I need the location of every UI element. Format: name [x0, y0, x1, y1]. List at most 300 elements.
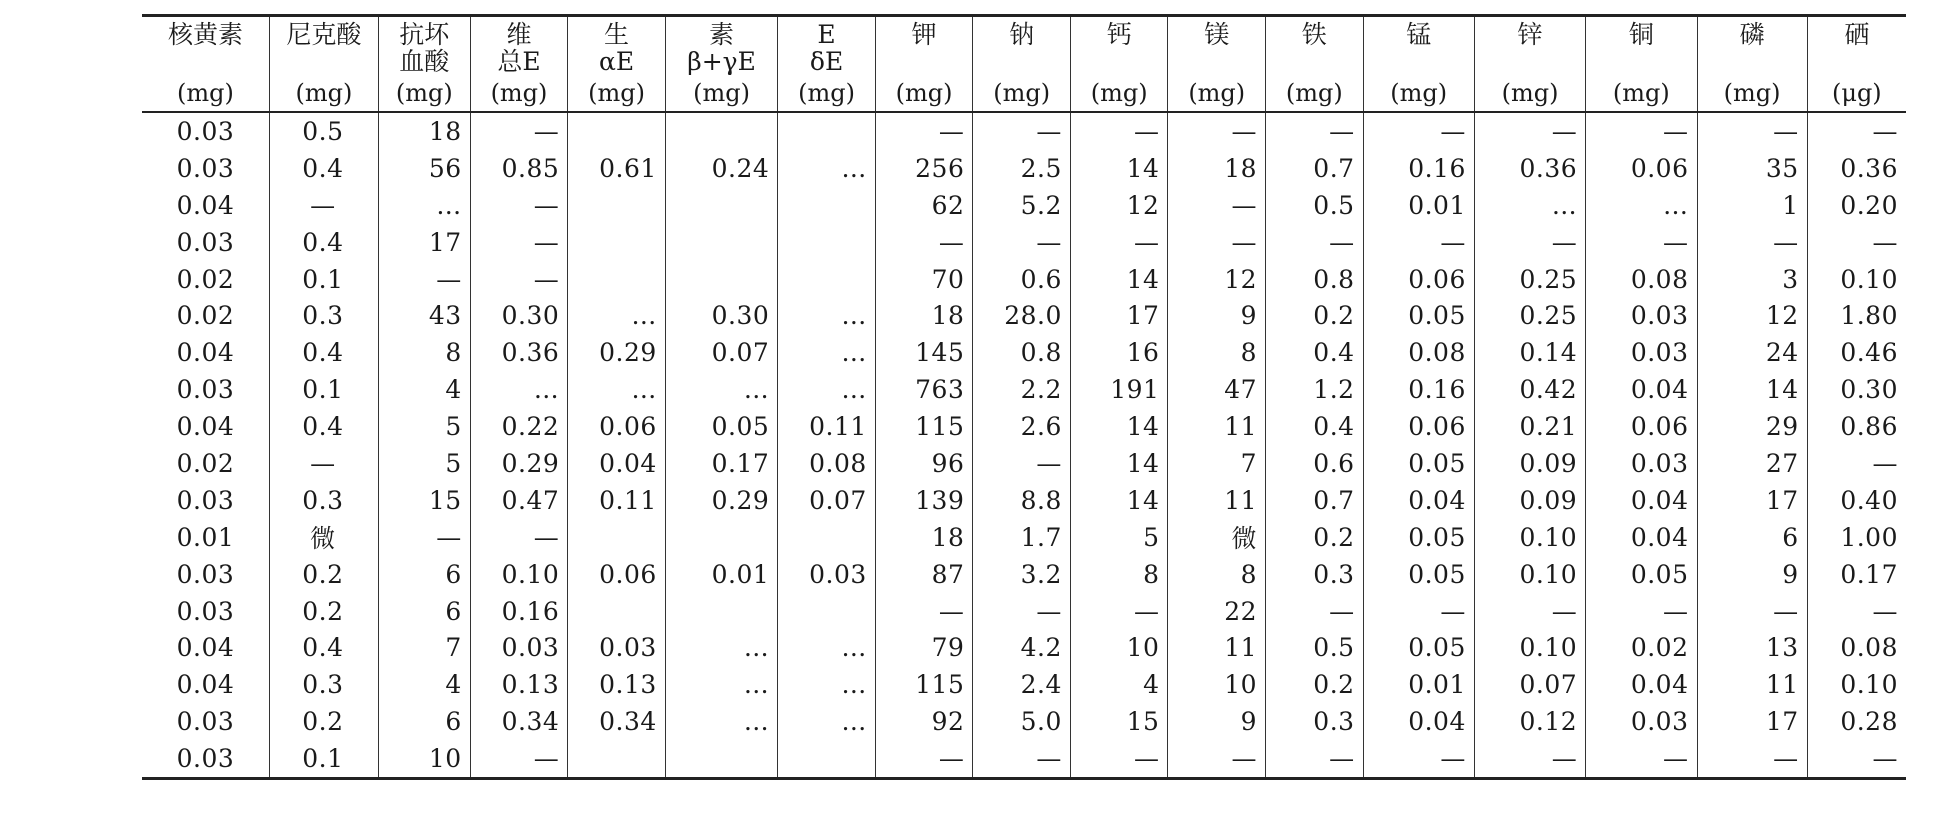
- table-cell: 0.02: [176, 264, 235, 294]
- table-cell: 0.05: [1363, 519, 1474, 556]
- table-cell: 47: [1168, 371, 1266, 408]
- table-cell: 6: [1697, 519, 1807, 556]
- table-cell: 0.29: [568, 334, 666, 371]
- table-cell: 0.03: [1586, 703, 1697, 740]
- header-unit-row: [142, 75, 1906, 112]
- table-cell: 0.03: [176, 559, 235, 589]
- table-cell: 13: [1697, 629, 1807, 666]
- table-cell: 12: [1168, 261, 1266, 298]
- table-cell: 0.28: [1807, 703, 1906, 740]
- table-cell: 0.05: [1363, 445, 1474, 482]
- table-cell: —: [269, 187, 378, 224]
- table-cell: 1.7: [973, 519, 1071, 556]
- table-cell: [665, 593, 777, 630]
- table-cell: —: [1266, 740, 1364, 778]
- table-row: [142, 593, 1906, 630]
- table-cell: 17: [1070, 297, 1168, 334]
- table-cell: 139: [875, 482, 973, 519]
- table-cell: …: [470, 371, 568, 408]
- table-cell: 18: [378, 112, 470, 150]
- table-cell: 0.4: [269, 629, 378, 666]
- table-cell: —: [973, 112, 1071, 150]
- table-cell: [665, 112, 777, 150]
- table-cell: —: [1474, 112, 1585, 150]
- column-header: 铜: [1586, 16, 1697, 76]
- table-cell: 0.05: [1363, 297, 1474, 334]
- table-cell: 0.03: [176, 707, 235, 737]
- nutrient-table-container: [142, 14, 1906, 780]
- table-cell: 0.5: [1266, 187, 1364, 224]
- table-cell: …: [665, 703, 777, 740]
- table-cell: [665, 740, 777, 778]
- table-cell: 0.08: [1807, 629, 1906, 666]
- table-cell: 18: [875, 519, 973, 556]
- table-cell: 1.80: [1807, 297, 1906, 334]
- table-cell: [778, 593, 876, 630]
- table-cell: 16: [1070, 334, 1168, 371]
- table-cell: [665, 519, 777, 556]
- table-cell: 0.8: [973, 334, 1071, 371]
- table-cell: 0.30: [1807, 371, 1906, 408]
- table-cell: —: [973, 740, 1071, 778]
- table-cell: 62: [875, 187, 973, 224]
- table-cell: 0.07: [1474, 666, 1585, 703]
- table-cell: —: [1807, 740, 1906, 778]
- table-cell: 87: [875, 556, 973, 593]
- table-cell: 0.05: [665, 408, 777, 445]
- table-cell: 0.2: [269, 703, 378, 740]
- table-cell: 0.7: [1266, 482, 1364, 519]
- table-cell: 0.3: [1266, 703, 1364, 740]
- column-header: 锌: [1474, 16, 1585, 76]
- column-header: 钙: [1070, 16, 1168, 76]
- table-cell: 9: [1168, 703, 1266, 740]
- table-cell: [778, 112, 876, 150]
- table-cell: [568, 224, 666, 261]
- table-cell: [778, 187, 876, 224]
- table-body: [142, 112, 1906, 779]
- table-cell: 115: [875, 408, 973, 445]
- table-cell: 2.5: [973, 150, 1071, 187]
- column-unit: (mg): [1363, 75, 1474, 112]
- table-cell: 0.04: [176, 412, 235, 442]
- column-header: 抗坏 血酸: [378, 16, 470, 76]
- table-cell: —: [378, 261, 470, 298]
- table-cell: 0.46: [1807, 334, 1906, 371]
- table-cell: 8.8: [973, 482, 1071, 519]
- table-row: [142, 112, 1906, 150]
- table-row: [142, 334, 1906, 371]
- table-cell: 0.11: [568, 482, 666, 519]
- table-cell: 4.2: [973, 629, 1071, 666]
- table-cell: 0.3: [1266, 556, 1364, 593]
- table-cell: —: [1807, 593, 1906, 630]
- table-cell: 0.36: [1474, 150, 1585, 187]
- table-cell: [568, 112, 666, 150]
- column-unit: (μg): [1807, 75, 1906, 112]
- column-unit: (mg): [1168, 75, 1266, 112]
- column-unit: (mg): [269, 75, 378, 112]
- table-cell: 0.06: [1586, 408, 1697, 445]
- table-cell: 0.08: [778, 445, 876, 482]
- table-cell: 0.06: [1363, 261, 1474, 298]
- table-cell: —: [973, 445, 1071, 482]
- table-cell: 0.20: [1807, 187, 1906, 224]
- table-cell: 14: [1070, 445, 1168, 482]
- table-cell: 35: [1697, 150, 1807, 187]
- table-row: [142, 629, 1906, 666]
- table-cell: [665, 261, 777, 298]
- table-cell: 0.03: [142, 740, 269, 778]
- table-cell: 微: [269, 519, 378, 556]
- column-header: 维 总E: [470, 16, 568, 76]
- table-cell: 0.12: [1474, 703, 1585, 740]
- table-cell: 2.4: [973, 666, 1071, 703]
- table-cell: [568, 740, 666, 778]
- table-cell: 8: [1070, 556, 1168, 593]
- table-row: [142, 556, 1906, 593]
- table-cell: 0.01: [176, 522, 235, 552]
- table-cell: 0.4: [1266, 408, 1364, 445]
- table-cell: —: [1168, 112, 1266, 150]
- table-cell: 1.2: [1266, 371, 1364, 408]
- table-cell: 0.03: [568, 629, 666, 666]
- table-row: [142, 297, 1906, 334]
- table-cell: 0.10: [1474, 556, 1585, 593]
- nutrient-table: [142, 14, 1906, 780]
- table-cell: 0.02: [176, 301, 235, 331]
- table-cell: …: [1474, 187, 1585, 224]
- table-cell: 0.30: [470, 297, 568, 334]
- table-cell: 9: [1168, 297, 1266, 334]
- table-cell: —: [875, 224, 973, 261]
- table-cell: 0.06: [1586, 150, 1697, 187]
- table-cell: 3: [1697, 261, 1807, 298]
- table-cell: 7: [378, 629, 470, 666]
- table-cell: 0.10: [1474, 519, 1585, 556]
- table-cell: 0.04: [1586, 666, 1697, 703]
- column-unit: (mg): [665, 75, 777, 112]
- table-cell: 56: [378, 150, 470, 187]
- column-unit: (mg): [875, 75, 973, 112]
- header-name-row: [142, 16, 1906, 76]
- table-cell: 0.03: [176, 596, 235, 626]
- column-header: 钾: [875, 16, 973, 76]
- table-cell: 0.08: [1363, 334, 1474, 371]
- table-cell: —: [1586, 224, 1697, 261]
- table-cell: 0.13: [470, 666, 568, 703]
- table-cell: …: [1586, 187, 1697, 224]
- table-cell: 5: [1070, 519, 1168, 556]
- table-row: [142, 703, 1906, 740]
- table-cell: 0.5: [1266, 629, 1364, 666]
- table-cell: 1: [1697, 187, 1807, 224]
- table-cell: 0.34: [470, 703, 568, 740]
- table-row: [142, 666, 1906, 703]
- table-row: [142, 519, 1906, 556]
- table-cell: [665, 187, 777, 224]
- table-cell: 70: [875, 261, 973, 298]
- table-cell: 0.4: [269, 408, 378, 445]
- column-unit: (mg): [378, 75, 470, 112]
- table-cell: —: [1168, 740, 1266, 778]
- column-unit: (mg): [470, 75, 568, 112]
- table-cell: 8: [1168, 334, 1266, 371]
- table-row: [142, 740, 1906, 778]
- column-unit: (mg): [1697, 75, 1807, 112]
- table-cell: [778, 261, 876, 298]
- table-cell: 18: [1168, 150, 1266, 187]
- table-cell: 9: [1697, 556, 1807, 593]
- table-cell: 0.10: [1807, 261, 1906, 298]
- table-cell: 微: [1168, 519, 1266, 556]
- table-cell: 0.4: [269, 150, 378, 187]
- table-cell: 0.04: [176, 633, 235, 663]
- table-cell: 24: [1697, 334, 1807, 371]
- table-cell: 4: [378, 371, 470, 408]
- table-cell: —: [1474, 740, 1585, 778]
- table-cell: 6: [378, 556, 470, 593]
- table-cell: —: [1697, 112, 1807, 150]
- table-cell: 4: [1070, 666, 1168, 703]
- table-cell: …: [778, 334, 876, 371]
- table-cell: 0.85: [470, 150, 568, 187]
- table-cell: 0.10: [1807, 666, 1906, 703]
- table-cell: —: [269, 445, 378, 482]
- table-cell: 191: [1070, 371, 1168, 408]
- table-cell: 0.17: [665, 445, 777, 482]
- table-cell: …: [665, 371, 777, 408]
- table-cell: 0.08: [1586, 261, 1697, 298]
- table-cell: 10: [1168, 666, 1266, 703]
- table-cell: 11: [1168, 482, 1266, 519]
- table-cell: 8: [1168, 556, 1266, 593]
- table-cell: 0.07: [778, 482, 876, 519]
- table-cell: 0.16: [470, 593, 568, 630]
- column-header: 镁: [1168, 16, 1266, 76]
- table-cell: 12: [1070, 187, 1168, 224]
- table-cell: …: [778, 629, 876, 666]
- table-cell: 0.86: [1807, 408, 1906, 445]
- table-cell: —: [1266, 593, 1364, 630]
- table-cell: 145: [875, 334, 973, 371]
- table-cell: —: [1363, 593, 1474, 630]
- table-cell: —: [1363, 224, 1474, 261]
- table-cell: 0.06: [568, 556, 666, 593]
- table-cell: 0.7: [1266, 150, 1364, 187]
- table-cell: 0.24: [665, 150, 777, 187]
- table-cell: 27: [1697, 445, 1807, 482]
- column-header: 硒: [1807, 16, 1906, 76]
- table-cell: 5.2: [973, 187, 1071, 224]
- table-cell: 43: [378, 297, 470, 334]
- table-cell: …: [778, 297, 876, 334]
- table-cell: 0.16: [1363, 371, 1474, 408]
- table-cell: —: [1070, 224, 1168, 261]
- table-row: [142, 371, 1906, 408]
- table-cell: —: [1266, 224, 1364, 261]
- table-row: [142, 445, 1906, 482]
- table-cell: 0.1: [269, 740, 378, 778]
- table-cell: —: [1266, 112, 1364, 150]
- table-cell: 2.2: [973, 371, 1071, 408]
- table-cell: 0.06: [1363, 408, 1474, 445]
- table-cell: 18: [875, 297, 973, 334]
- table-cell: 0.01: [1363, 666, 1474, 703]
- table-cell: …: [665, 629, 777, 666]
- table-cell: 0.61: [568, 150, 666, 187]
- table-cell: 0.36: [470, 334, 568, 371]
- table-cell: 14: [1070, 408, 1168, 445]
- table-cell: 0.29: [470, 445, 568, 482]
- table-cell: 0.04: [1586, 519, 1697, 556]
- table-cell: …: [778, 371, 876, 408]
- table-cell: 2.6: [973, 408, 1071, 445]
- table-cell: —: [1807, 112, 1906, 150]
- column-unit: (mg): [1070, 75, 1168, 112]
- table-cell: —: [470, 112, 568, 150]
- table-cell: —: [1168, 187, 1266, 224]
- table-cell: 0.06: [568, 408, 666, 445]
- table-cell: 0.42: [1474, 371, 1585, 408]
- table-cell: 0.04: [1586, 482, 1697, 519]
- table-cell: 0.25: [1474, 261, 1585, 298]
- table-cell: —: [1807, 224, 1906, 261]
- table-cell: 0.01: [1363, 187, 1474, 224]
- table-cell: …: [778, 666, 876, 703]
- table-cell: —: [1807, 445, 1906, 482]
- table-cell: 5: [378, 445, 470, 482]
- table-cell: [665, 224, 777, 261]
- table-cell: —: [1070, 112, 1168, 150]
- table-cell: 256: [875, 150, 973, 187]
- table-cell: 0.04: [568, 445, 666, 482]
- table-cell: 0.01: [665, 556, 777, 593]
- table-cell: 0.17: [1807, 556, 1906, 593]
- column-header: 生 αE: [568, 16, 666, 76]
- table-cell: 11: [1697, 666, 1807, 703]
- table-cell: 0.03: [176, 485, 235, 515]
- table-cell: 4: [378, 666, 470, 703]
- table-cell: —: [875, 593, 973, 630]
- table-cell: 0.3: [269, 482, 378, 519]
- table-cell: —: [1586, 593, 1697, 630]
- column-header: 尼克酸: [269, 16, 378, 76]
- table-cell: 0.03: [778, 556, 876, 593]
- table-cell: —: [1586, 112, 1697, 150]
- table-cell: 15: [378, 482, 470, 519]
- table-cell: 0.04: [176, 338, 235, 368]
- table-cell: 0.29: [665, 482, 777, 519]
- column-header: 素 β+γE: [665, 16, 777, 76]
- table-cell: —: [1697, 740, 1807, 778]
- column-header: 磷: [1697, 16, 1807, 76]
- table-cell: —: [1363, 740, 1474, 778]
- table-cell: 96: [875, 445, 973, 482]
- column-header: 核黄素: [142, 16, 269, 76]
- table-cell: [568, 593, 666, 630]
- table-cell: 0.21: [1474, 408, 1585, 445]
- table-row: [142, 150, 1906, 187]
- table-cell: 7: [1168, 445, 1266, 482]
- table-cell: 0.03: [176, 153, 235, 183]
- table-cell: —: [470, 224, 568, 261]
- table-cell: 17: [378, 224, 470, 261]
- table-cell: 115: [875, 666, 973, 703]
- table-cell: —: [1474, 224, 1585, 261]
- table-cell: 10: [1070, 629, 1168, 666]
- table-cell: 0.05: [1586, 556, 1697, 593]
- column-header: 钠: [973, 16, 1071, 76]
- table-cell: …: [568, 371, 666, 408]
- table-cell: 0.22: [470, 408, 568, 445]
- table-cell: 0.2: [269, 556, 378, 593]
- table-cell: —: [470, 187, 568, 224]
- table-cell: —: [378, 519, 470, 556]
- table-cell: 0.07: [665, 334, 777, 371]
- table-cell: 17: [1697, 703, 1807, 740]
- table-cell: 0.8: [1266, 261, 1364, 298]
- table-cell: 5: [378, 408, 470, 445]
- table-cell: —: [1697, 593, 1807, 630]
- table-cell: —: [1474, 593, 1585, 630]
- table-cell: 14: [1070, 482, 1168, 519]
- table-cell: …: [778, 703, 876, 740]
- table-cell: —: [470, 740, 568, 778]
- table-cell: 0.13: [568, 666, 666, 703]
- table-cell: 0.4: [269, 334, 378, 371]
- column-unit: (mg): [1586, 75, 1697, 112]
- table-cell: …: [665, 666, 777, 703]
- table-row: [142, 261, 1906, 298]
- column-unit: (mg): [1474, 75, 1585, 112]
- table-cell: 0.47: [470, 482, 568, 519]
- table-cell: 0.03: [1586, 445, 1697, 482]
- table-cell: 0.04: [1363, 703, 1474, 740]
- table-cell: 0.03: [1586, 297, 1697, 334]
- table-cell: —: [470, 519, 568, 556]
- table-cell: 0.04: [176, 670, 235, 700]
- table-cell: 0.10: [470, 556, 568, 593]
- table-cell: 0.2: [1266, 519, 1364, 556]
- table-cell: [778, 519, 876, 556]
- table-row: [142, 482, 1906, 519]
- table-cell: —: [875, 740, 973, 778]
- table-cell: [568, 519, 666, 556]
- table-cell: —: [973, 593, 1071, 630]
- table-cell: 0.30: [665, 297, 777, 334]
- table-cell: 8: [378, 334, 470, 371]
- table-cell: —: [1363, 112, 1474, 150]
- column-unit: (mg): [1266, 75, 1364, 112]
- table-cell: 0.34: [568, 703, 666, 740]
- table-cell: 28.0: [973, 297, 1071, 334]
- table-cell: 17: [1697, 482, 1807, 519]
- table-cell: 0.03: [176, 375, 235, 405]
- table-row: [142, 224, 1906, 261]
- table-cell: [778, 740, 876, 778]
- table-cell: [778, 224, 876, 261]
- column-unit: (mg): [973, 75, 1071, 112]
- table-cell: —: [1070, 593, 1168, 630]
- table-cell: —: [875, 112, 973, 150]
- table-cell: 0.09: [1474, 482, 1585, 519]
- table-cell: 11: [1168, 408, 1266, 445]
- table-cell: 12: [1697, 297, 1807, 334]
- table-cell: 14: [1697, 371, 1807, 408]
- table-cell: 0.5: [269, 112, 378, 150]
- table-cell: 11: [1168, 629, 1266, 666]
